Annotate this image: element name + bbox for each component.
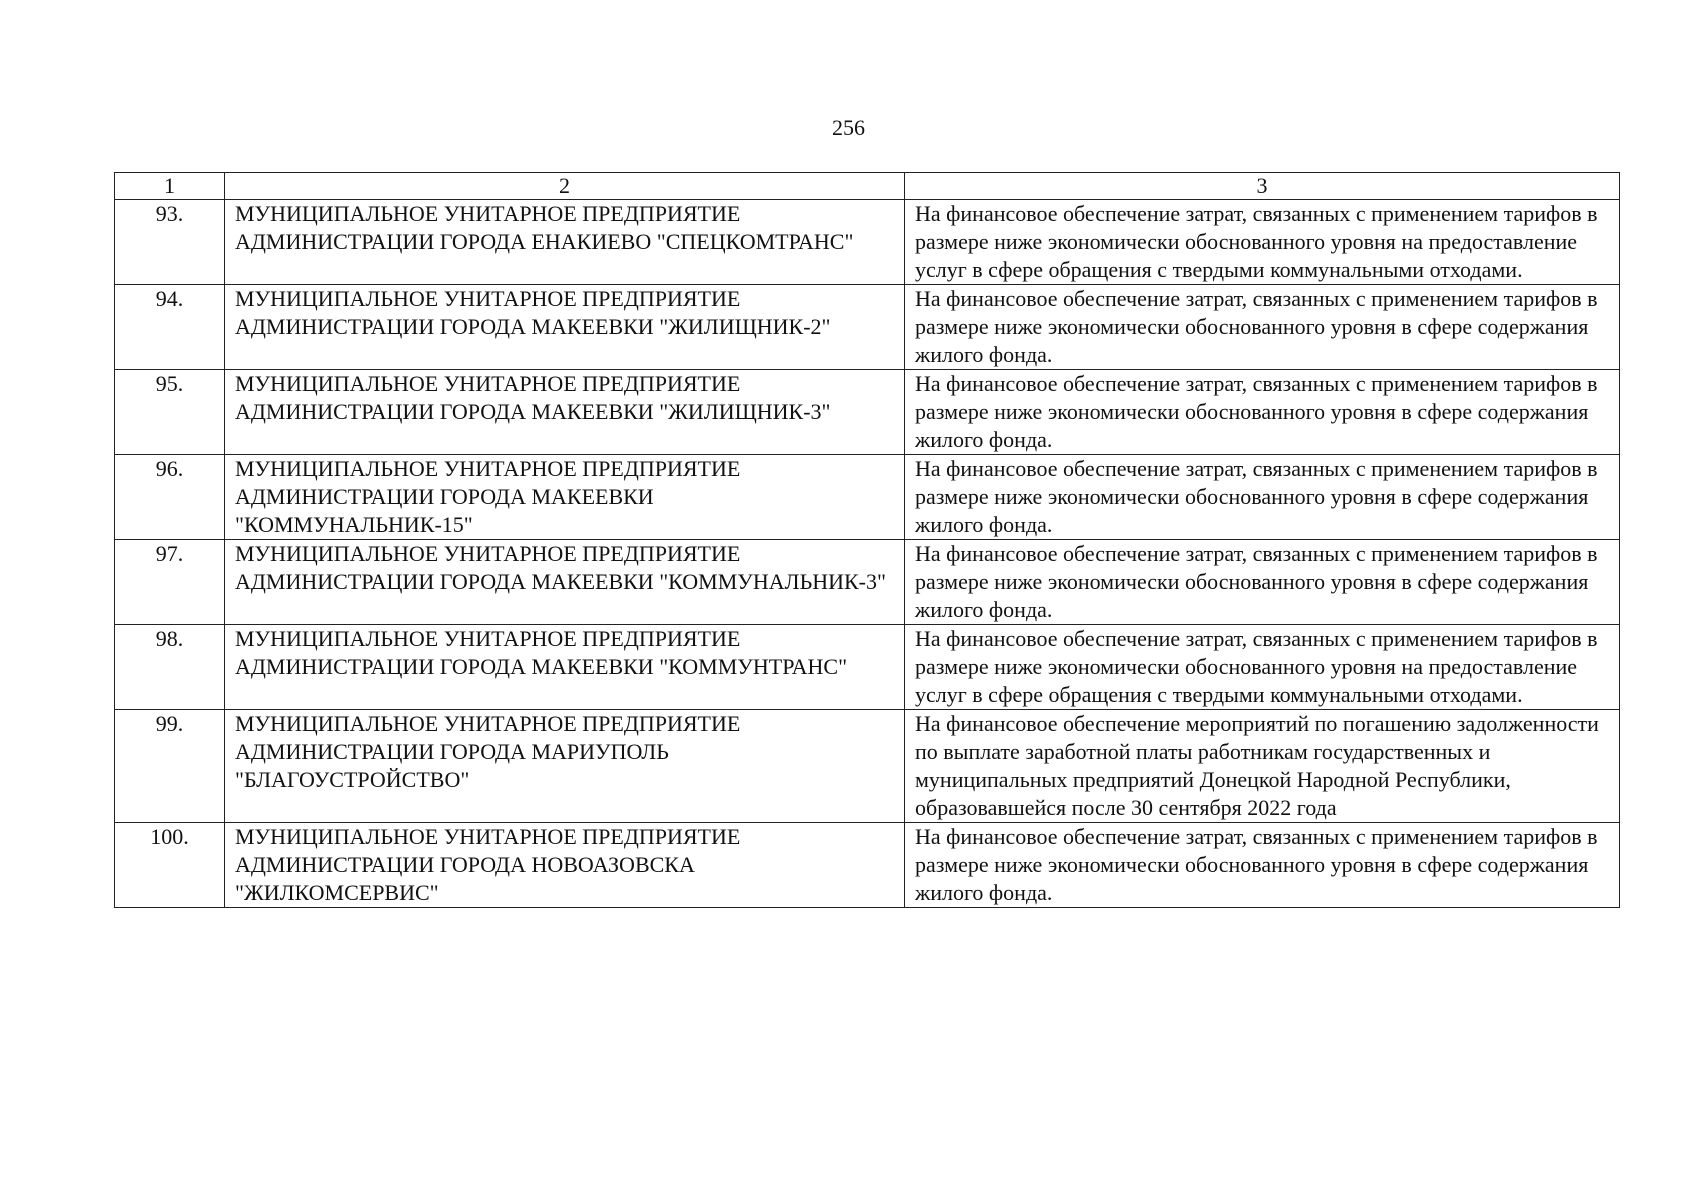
row-number-cell: 98. (115, 625, 225, 710)
organization-name-cell: МУНИЦИПАЛЬНОЕ УНИТАРНОЕ ПРЕДПРИЯТИЕ АДМИНИСТРАЦИИ ГОРОДА МАКЕЕВКИ "КОММУНТРАНС" (225, 625, 905, 710)
subsidy-table (114, 172, 1620, 908)
subsidy-purpose-cell: На финансовое обеспечение затрат, связанных с применением тарифов в размере ниже экономически обоснованного уровня в сфере содержания жилого фонда. (905, 823, 1620, 908)
subsidy-purpose-cell: На финансовое обеспечение затрат, связанных с применением тарифов в размере ниже экономически обоснованного уровня в сфере содержания жилого фонда. (905, 370, 1620, 455)
row-number-cell: 95. (115, 370, 225, 455)
subsidy-purpose-cell: На финансовое обеспечение затрат, связанных с применением тарифов в размере ниже экономически обоснованного уровня в сфере содержания жилого фонда. (905, 540, 1620, 625)
organization-name-cell: МУНИЦИПАЛЬНОЕ УНИТАРНОЕ ПРЕДПРИЯТИЕ АДМИНИСТРАЦИИ ГОРОДА МАКЕЕВКИ "КОММУНАЛЬНИК-15" (225, 455, 905, 540)
table-header-row (115, 173, 1620, 200)
table-row (115, 370, 1620, 455)
table-row (115, 285, 1620, 370)
table-row (115, 625, 1620, 710)
row-number-cell: 96. (115, 455, 225, 540)
table-row (115, 200, 1620, 285)
subsidy-purpose-cell: На финансовое обеспечение затрат, связанных с применением тарифов в размере ниже экономически обоснованного уровня на предоставление услуг в сфере обращения с твердыми коммунальными отходами. (905, 200, 1620, 285)
table-row (115, 455, 1620, 540)
column-number-2: 2 (225, 173, 905, 200)
subsidy-purpose-cell: На финансовое обеспечение затрат, связанных с применением тарифов в размере ниже экономически обоснованного уровня на предоставление услуг в сфере обращения с твердыми коммунальными отходами. (905, 625, 1620, 710)
row-number-cell: 93. (115, 200, 225, 285)
organization-name-cell: МУНИЦИПАЛЬНОЕ УНИТАРНОЕ ПРЕДПРИЯТИЕ АДМИНИСТРАЦИИ ГОРОДА ЕНАКИЕВО "СПЕЦКОМТРАНС" (225, 200, 905, 285)
subsidy-purpose-cell: На финансовое обеспечение мероприятий по погашению задолженности по выплате заработной платы работникам государственных и муниципальных предприятий Донецкой Народной Республики, образовавшейся после 30 сентября 2022 года (905, 710, 1620, 823)
table-row (115, 823, 1620, 908)
organization-name-cell: МУНИЦИПАЛЬНОЕ УНИТАРНОЕ ПРЕДПРИЯТИЕ АДМИНИСТРАЦИИ ГОРОДА МАКЕЕВКИ "КОММУНАЛЬНИК-3" (225, 540, 905, 625)
row-number-cell: 99. (115, 710, 225, 823)
column-number-1: 1 (115, 173, 225, 200)
column-number-3: 3 (905, 173, 1620, 200)
row-number-cell: 100. (115, 823, 225, 908)
subsidy-purpose-cell: На финансовое обеспечение затрат, связанных с применением тарифов в размере ниже экономически обоснованного уровня в сфере содержания жилого фонда. (905, 285, 1620, 370)
organization-name-cell: МУНИЦИПАЛЬНОЕ УНИТАРНОЕ ПРЕДПРИЯТИЕ АДМИНИСТРАЦИИ ГОРОДА МАКЕЕВКИ "ЖИЛИЩНИК-2" (225, 285, 905, 370)
subsidy-purpose-cell: На финансовое обеспечение затрат, связанных с применением тарифов в размере ниже экономически обоснованного уровня в сфере содержания жилого фонда. (905, 455, 1620, 540)
organization-name-cell: МУНИЦИПАЛЬНОЕ УНИТАРНОЕ ПРЕДПРИЯТИЕ АДМИНИСТРАЦИИ ГОРОДА МАРИУПОЛЬ "БЛАГОУСТРОЙСТВО" (225, 710, 905, 823)
row-number-cell: 94. (115, 285, 225, 370)
page-number: 256 (832, 115, 865, 140)
table-row (115, 710, 1620, 823)
row-number-cell: 97. (115, 540, 225, 625)
table-row (115, 540, 1620, 625)
organization-name-cell: МУНИЦИПАЛЬНОЕ УНИТАРНОЕ ПРЕДПРИЯТИЕ АДМИНИСТРАЦИИ ГОРОДА МАКЕЕВКИ "ЖИЛИЩНИК-3" (225, 370, 905, 455)
organization-name-cell: МУНИЦИПАЛЬНОЕ УНИТАРНОЕ ПРЕДПРИЯТИЕ АДМИНИСТРАЦИИ ГОРОДА НОВОАЗОВСКА "ЖИЛКОМСЕРВИС" (225, 823, 905, 908)
